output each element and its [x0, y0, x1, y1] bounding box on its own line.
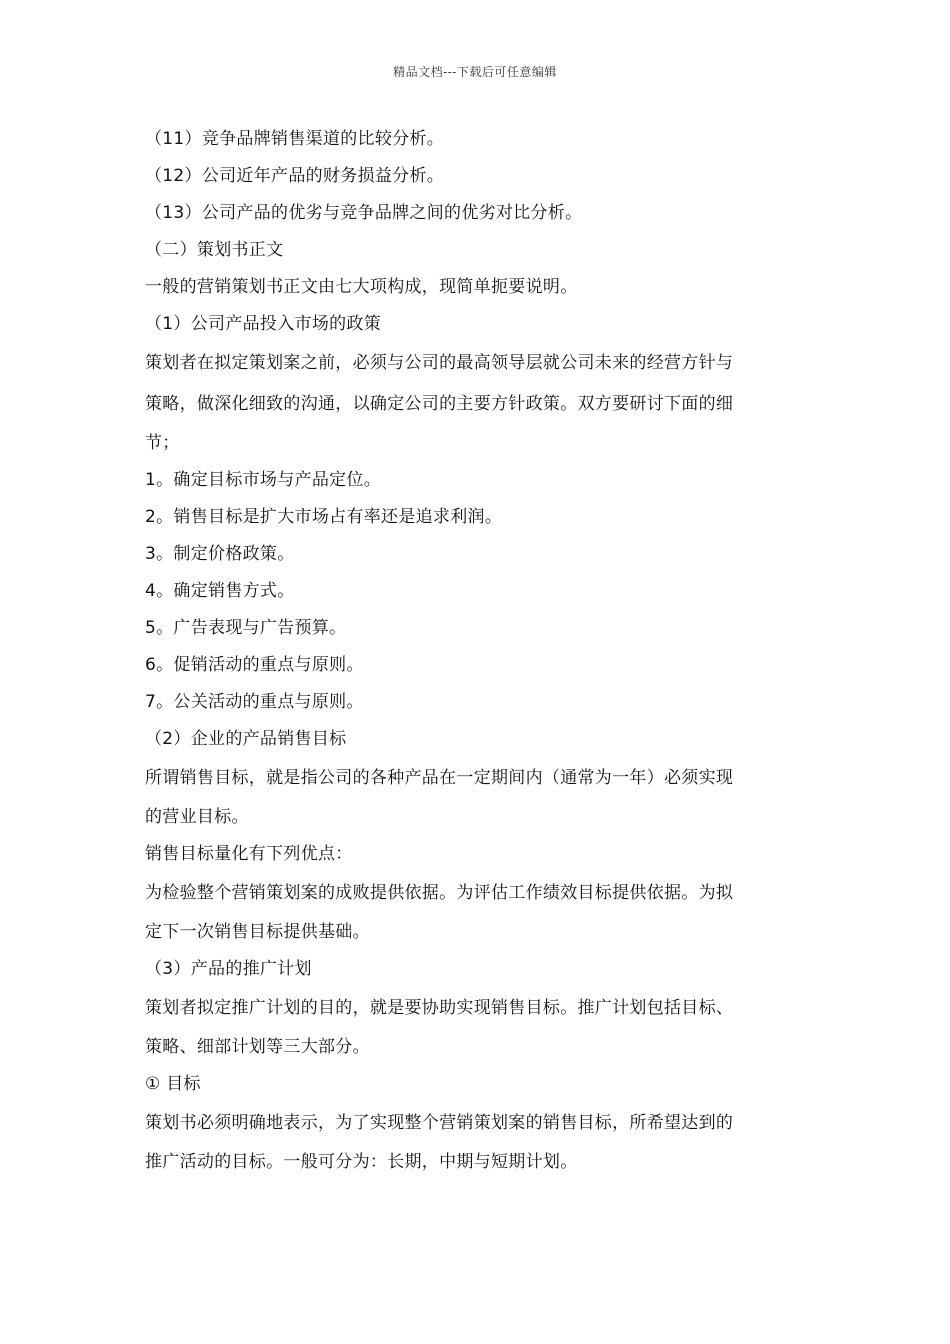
list-item: 3。制定价格政策。	[145, 544, 295, 564]
subsection-heading: （3）产品的推广计划	[145, 959, 312, 979]
item-heading: ① 目标	[145, 1074, 201, 1094]
body-line: 策划者拟定推广计划的目的，就是要协助实现销售目标。推广计划包括目标、	[145, 998, 734, 1018]
body-line: （11）竞争品牌销售渠道的比较分析。	[145, 129, 445, 149]
body-line: 策略，做深化细致的沟通，以确定公司的主要方针政策。双方要研讨下面的细	[145, 394, 734, 414]
section-heading: （二）策划书正文	[145, 240, 284, 260]
document-body	[145, 121, 805, 1181]
subsection-heading: （1）公司产品投入市场的政策	[145, 314, 382, 334]
body-line: 节；	[145, 433, 180, 453]
body-line: 一般的营销策划书正文由七大项构成，现简单扼要说明。	[145, 277, 578, 297]
body-line: 定下一次销售目标提供基础。	[145, 922, 370, 942]
subsection-heading: （2）企业的产品销售目标	[145, 729, 347, 749]
body-line: 所谓销售目标，就是指公司的各种产品在一定期间内（通常为一年）必须实现	[145, 768, 734, 788]
list-item: 7。公关活动的重点与原则。	[145, 692, 364, 712]
body-line: 策划者在拟定策划案之前，必须与公司的最高领导层就公司未来的经营方针与	[145, 353, 734, 373]
list-item: 1。确定目标市场与产品定位。	[145, 470, 382, 490]
body-line: 为检验整个营销策划案的成败提供依据。为评估工作绩效目标提供依据。为拟	[145, 883, 734, 903]
list-item: 6。促销活动的重点与原则。	[145, 655, 364, 675]
list-item: 5。广告表现与广告预算。	[145, 618, 347, 638]
body-line: 的营业目标。	[145, 807, 249, 827]
body-line: 策略、细部计划等三大部分。	[145, 1037, 370, 1057]
page-header-watermark: 精品文档---下载后可任意编辑	[393, 65, 557, 79]
body-line: （13）公司产品的优劣与竞争品牌之间的优劣对比分析。	[145, 203, 583, 223]
list-item: 4。确定销售方式。	[145, 581, 295, 601]
body-line: 策划书必须明确地表示，为了实现整个营销策划案的销售目标，所希望达到的	[145, 1113, 734, 1133]
body-line: 推广活动的目标。一般可分为：长期，中期与短期计划。	[145, 1152, 578, 1172]
list-item: 2。销售目标是扩大市场占有率还是追求利润。	[145, 507, 503, 527]
body-line: （12）公司近年产品的财务损益分析。	[145, 166, 445, 186]
body-line: 销售目标量化有下列优点：	[145, 844, 353, 864]
